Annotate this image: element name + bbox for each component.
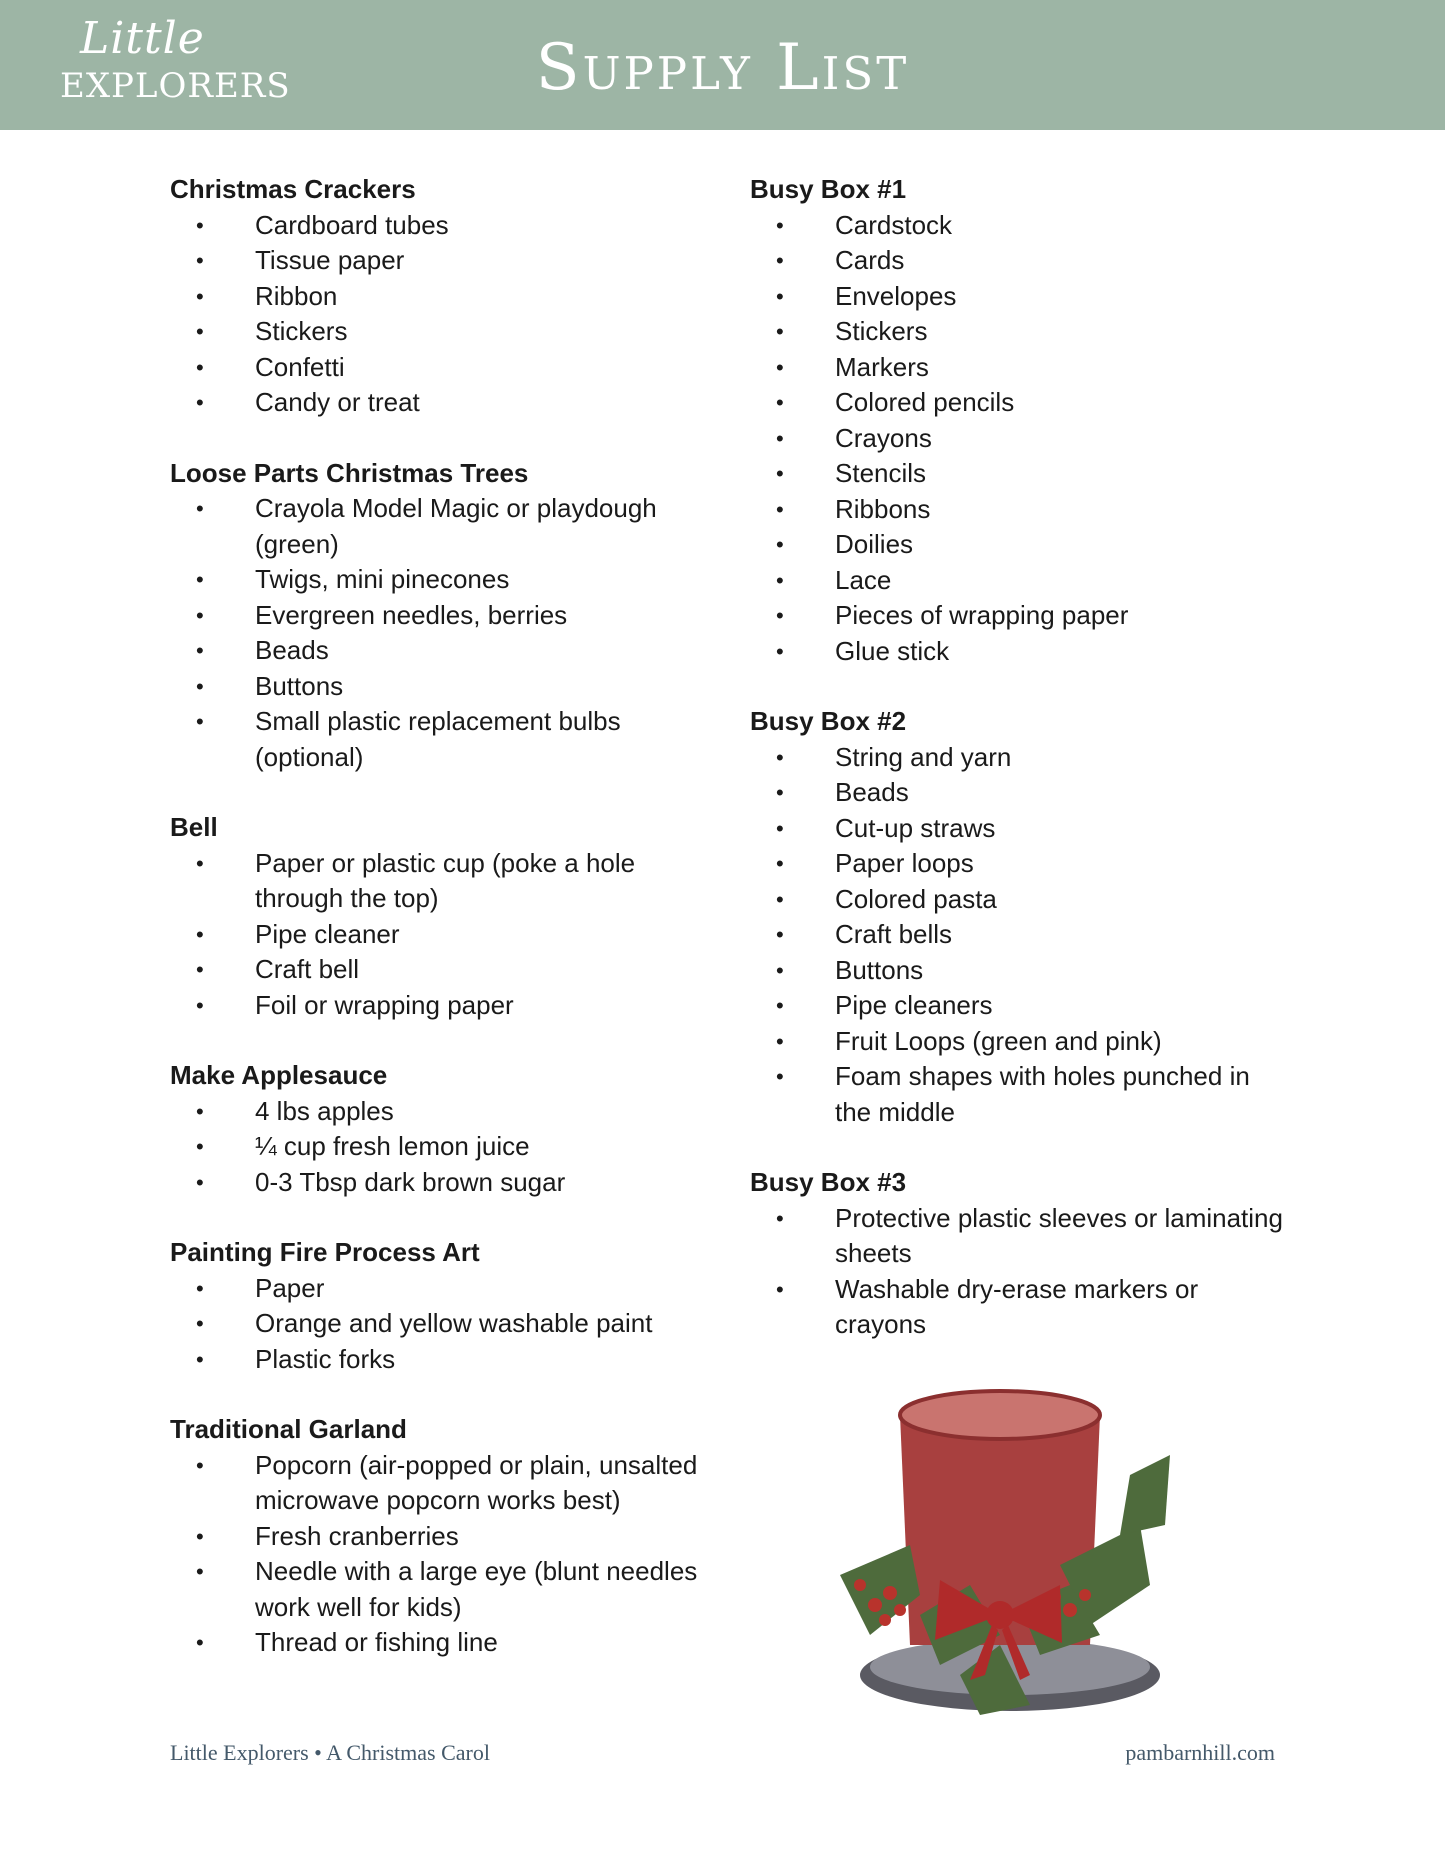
section-title: Busy Box #3 — [750, 1167, 907, 1197]
bullet-icon: • — [776, 1064, 784, 1089]
bullet-icon: • — [776, 283, 784, 309]
header-banner — [0, 0, 1445, 130]
list-item-text: Stencils — [835, 458, 927, 488]
bullet-icon: • — [776, 1205, 784, 1231]
bullet-icon: • — [776, 851, 784, 876]
list-item — [170, 846, 730, 917]
list-item-text: String and yarn — [835, 741, 1012, 772]
bullet-icon: • — [196, 354, 204, 380]
list-item — [170, 1519, 730, 1555]
list-item-text: Colored pencils — [835, 387, 1015, 417]
list-item-text: Foam shapes with holes punched in the middle — [835, 1061, 1250, 1127]
bullet-icon: • — [196, 496, 204, 521]
list-item — [750, 563, 1290, 599]
bullet-icon: • — [196, 992, 204, 1018]
bullet-icon: • — [196, 1169, 204, 1195]
bullet-icon: • — [196, 709, 204, 734]
list-item-text: Twigs, mini pinecones — [255, 564, 510, 594]
list-item — [750, 385, 1290, 421]
supply-section — [750, 704, 1290, 1130]
supply-section — [750, 172, 1290, 669]
supply-section — [170, 172, 730, 421]
bullet-icon: • — [776, 1028, 784, 1054]
list-item-text: 4 lbs apples — [255, 1095, 394, 1126]
supply-list — [170, 208, 730, 421]
list-item-text: Washable dry-erase markers or crayons — [835, 1273, 1199, 1339]
list-item-text: Craft bells — [835, 919, 953, 949]
list-item-text: Pipe cleaner — [255, 918, 400, 949]
bullet-icon: • — [776, 993, 784, 1018]
bullet-icon: • — [776, 461, 784, 486]
bullet-icon: • — [776, 638, 784, 664]
section-title: Bell — [170, 812, 218, 842]
bullet-icon: • — [776, 603, 784, 628]
list-item-text: Stickers — [835, 316, 928, 346]
list-item-text: Pieces of wrapping paper — [835, 600, 1129, 630]
list-item-text: Tissue paper — [255, 245, 405, 275]
list-item — [750, 421, 1290, 457]
bullet-icon: • — [776, 496, 784, 522]
list-item-text: Doilies — [835, 529, 914, 559]
list-item — [750, 882, 1290, 918]
list-item-text: Envelopes — [835, 280, 957, 311]
list-item — [170, 1625, 730, 1661]
list-item — [170, 1094, 730, 1130]
list-item — [170, 1306, 730, 1342]
bullet-icon: • — [776, 567, 784, 593]
bullet-icon: • — [776, 957, 784, 983]
list-item — [170, 1271, 730, 1307]
list-item-text: Confetti — [255, 351, 345, 382]
supply-section — [170, 456, 730, 776]
list-item-text: Paper — [255, 1272, 325, 1303]
bullet-icon: • — [776, 744, 784, 770]
list-item — [170, 704, 730, 775]
list-item — [750, 492, 1290, 528]
list-item-text: Glue stick — [835, 635, 950, 666]
bullet-icon: • — [196, 390, 204, 415]
supply-section — [170, 810, 730, 1023]
list-item-text: Cardboard tubes — [255, 209, 449, 240]
list-item-text: Paper or plastic cup (poke a hole through the top) — [255, 847, 636, 913]
list-item — [750, 811, 1290, 847]
list-item — [170, 1129, 730, 1165]
supply-section — [750, 1165, 1290, 1343]
bullet-icon: • — [776, 886, 784, 912]
bullet-icon: • — [196, 850, 204, 876]
list-item — [750, 1272, 1290, 1343]
bullet-icon: • — [776, 532, 784, 557]
list-item-text: Candy or treat — [255, 387, 420, 417]
list-item — [170, 1165, 730, 1201]
list-item-text: Thread or fishing line — [255, 1627, 498, 1657]
list-item — [170, 279, 730, 315]
supply-section — [170, 1058, 730, 1200]
bullet-icon: • — [776, 319, 784, 344]
list-item — [750, 598, 1290, 634]
bullet-icon: • — [196, 319, 204, 344]
list-item — [170, 1554, 730, 1625]
supply-section — [170, 1235, 730, 1377]
list-item — [170, 350, 730, 386]
list-item — [170, 633, 730, 669]
list-item-text: Evergreen needles, berries — [255, 599, 568, 630]
list-item-text: Crayons — [835, 422, 932, 453]
supply-list — [170, 1448, 730, 1661]
bullet-icon: • — [196, 602, 204, 628]
list-item — [750, 917, 1290, 953]
list-item — [750, 953, 1290, 989]
list-item-text: Popcorn (air-popped or plain, unsalted microwave popcorn works best) — [255, 1449, 698, 1515]
list-item-text: Small plastic replacement bulbs (optional) — [255, 706, 621, 772]
section-title: Christmas Crackers — [170, 174, 416, 204]
list-item-text: Buttons — [255, 670, 344, 701]
list-item-text: Cards — [835, 245, 905, 275]
list-item-text: Cardstock — [835, 209, 953, 240]
bullet-icon: • — [196, 567, 204, 592]
bullet-icon: • — [776, 815, 784, 841]
section-title: Loose Parts Christmas Trees — [170, 457, 529, 488]
list-item-text: Pipe cleaners — [835, 990, 993, 1020]
list-item — [170, 385, 730, 421]
list-item — [170, 1342, 730, 1378]
bullet-icon: • — [196, 1630, 204, 1655]
section-title: Make Applesauce — [170, 1060, 388, 1090]
list-item — [170, 669, 730, 705]
list-item-text: Plastic forks — [255, 1343, 396, 1374]
list-item-text: Crayola Model Magic or playdough (green) — [255, 493, 657, 559]
list-item-text: Beads — [255, 635, 329, 665]
logo-line-2: EXPLORERS — [60, 66, 291, 106]
supply-list — [170, 1094, 730, 1201]
list-item — [750, 988, 1290, 1024]
list-item-text: Fruit Loops (green and pink) — [835, 1025, 1162, 1056]
supply-list — [750, 208, 1290, 670]
list-item-text: Cut-up straws — [835, 812, 996, 843]
list-item — [750, 1201, 1290, 1272]
list-item — [750, 527, 1290, 563]
bullet-icon: • — [776, 212, 784, 238]
bullet-icon: • — [196, 1311, 204, 1336]
bullet-icon: • — [196, 1452, 204, 1478]
list-item-text: 0-3 Tbsp dark brown sugar — [255, 1166, 566, 1197]
list-item-text: Buttons — [835, 954, 924, 985]
list-item-text: Fresh cranberries — [255, 1520, 459, 1551]
list-item-text: Colored pasta — [835, 883, 997, 914]
bullet-icon: • — [196, 212, 204, 238]
bullet-icon: • — [196, 283, 204, 309]
list-item — [170, 491, 730, 562]
list-item-text: Beads — [835, 777, 909, 807]
section-title: Painting Fire Process Art — [170, 1237, 480, 1267]
list-item — [750, 846, 1290, 882]
list-item-text: Lace — [835, 564, 892, 595]
list-item — [750, 243, 1290, 279]
list-item-text: Ribbon — [255, 280, 338, 311]
bullet-icon: • — [776, 780, 784, 805]
section-title: Busy Box #2 — [750, 706, 907, 736]
list-item — [170, 988, 730, 1024]
list-item — [750, 456, 1290, 492]
list-item-text: Orange and yellow washable paint — [255, 1308, 653, 1338]
list-item-text: Stickers — [255, 316, 348, 346]
list-item — [170, 314, 730, 350]
left-column — [170, 172, 730, 1696]
right-column — [750, 172, 1290, 1378]
supply-list — [170, 1271, 730, 1378]
section-title: Busy Box #1 — [750, 174, 907, 204]
supply-section — [170, 1412, 730, 1661]
bullet-icon: • — [776, 922, 784, 947]
list-item-text: Needle with a large eye (blunt needles work well for kids) — [255, 1556, 698, 1622]
bullet-icon: • — [776, 1276, 784, 1302]
supply-list — [750, 740, 1290, 1131]
list-item — [750, 314, 1290, 350]
section-title: Traditional Garland — [170, 1414, 407, 1444]
list-item-text: ¼ cup fresh lemon juice — [255, 1131, 530, 1161]
list-item-text: Protective plastic sleeves or laminating sheets — [835, 1202, 1283, 1268]
supply-list — [170, 846, 730, 1024]
list-item — [750, 634, 1290, 670]
bullet-icon: • — [776, 354, 784, 380]
footer-credit: Little Explorers • A Christmas Carol — [170, 1740, 490, 1765]
list-item — [750, 208, 1290, 244]
bullet-icon: • — [196, 1346, 204, 1372]
list-item — [170, 243, 730, 279]
list-item — [750, 1059, 1290, 1130]
bullet-icon: • — [196, 1275, 204, 1301]
page-title: Supply List — [535, 31, 910, 105]
bullet-icon: • — [776, 425, 784, 451]
bullet-icon: • — [776, 248, 784, 273]
list-item-text: Markers — [835, 351, 929, 382]
list-item — [170, 1448, 730, 1519]
supply-list — [750, 1201, 1290, 1343]
list-item — [750, 740, 1290, 776]
list-item — [170, 952, 730, 988]
list-item — [170, 917, 730, 953]
list-item — [750, 1024, 1290, 1060]
footer-website: pambarnhill.com — [1125, 1740, 1275, 1765]
bullet-icon: • — [196, 638, 204, 663]
bullet-icon: • — [776, 390, 784, 415]
list-item — [750, 279, 1290, 315]
list-item-text: Foil or wrapping paper — [255, 989, 514, 1020]
top-hat-holly-illustration — [800, 1375, 1190, 1735]
supply-list — [170, 491, 730, 775]
hat-top — [900, 1391, 1100, 1439]
list-item-text: Paper loops — [835, 848, 974, 878]
bullet-icon: • — [196, 1098, 204, 1124]
list-item — [750, 350, 1290, 386]
logo-line-1: Little — [80, 13, 205, 64]
bullet-icon: • — [196, 957, 204, 982]
list-item — [170, 562, 730, 598]
bullet-icon: • — [196, 1559, 204, 1584]
bullet-icon: • — [196, 1523, 204, 1549]
list-item — [170, 598, 730, 634]
bullet-icon: • — [196, 921, 204, 947]
list-item — [170, 208, 730, 244]
bullet-icon: • — [196, 673, 204, 699]
list-item-text: Ribbons — [835, 493, 931, 524]
list-item — [750, 775, 1290, 811]
bullet-icon: • — [196, 248, 204, 273]
bullet-icon: • — [196, 1134, 204, 1159]
list-item-text: Craft bell — [255, 954, 360, 984]
